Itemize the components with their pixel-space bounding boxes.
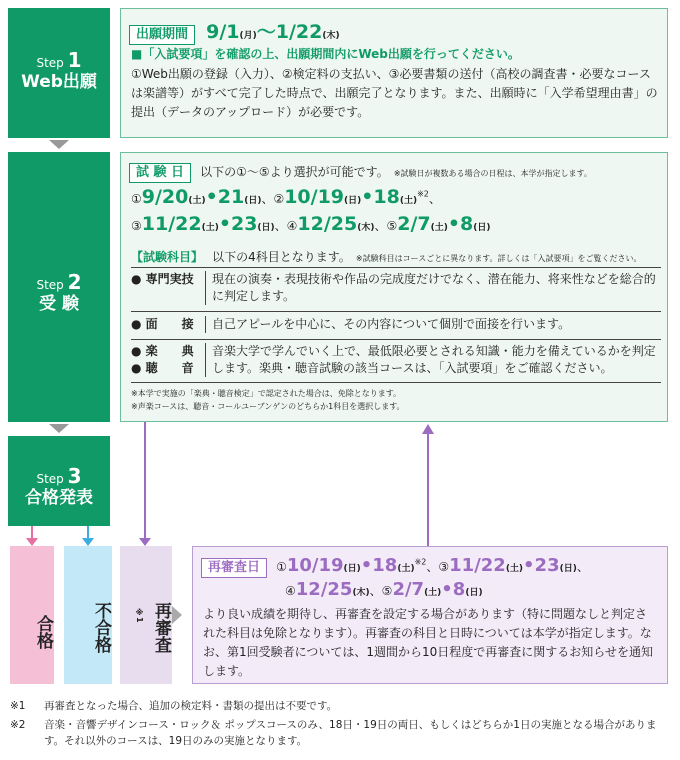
step3-name: 合格発表 (25, 488, 93, 508)
reexam-box (192, 546, 668, 684)
step1-notice: ■「入試要項」を確認の上、出願期間内にWeb出願を行ってください。 (131, 47, 520, 61)
exam-dates-line-2: ③11/22(土)•23(日)、④12/25(木)、⑤2/7(土)•8(日) (131, 213, 491, 235)
reexam-dates-line-1: 再審査日 ①10/19(日)•18(土)$^{※2}$、③11/22(土)•23(日)、 (201, 555, 589, 578)
application-period-row: 出願期間 9/1(月)〜1/22(木) (129, 17, 340, 45)
step1-name: Web出願 (21, 72, 97, 92)
result-reexam: 再審査 ※1 (120, 546, 172, 684)
subject-row: ● 専門実技 現在の演奏・表現技術や作品の完成度だけでなく、潜在能力、将来性などを総合的に判定します。 (131, 272, 656, 303)
subject-row: ● 楽 典 ● 聴 音 音楽大学で学んでいく上で、最低限必要とされる知識・能力を備えているかを判定します。楽典・聴音試験の該当コースは、「入試要項」をご確認ください。 (131, 344, 656, 375)
exam-day-tag: 試 験 日 (129, 163, 191, 183)
footnote-2: ※2 音楽・音響デザインコース・ロック＆ ポップスコースのみ、18日・19日の両日、もしくはどちらか1日の実施となる場合があります。それ以外のコースは、19日のみの実施となります。 (10, 719, 657, 747)
step1-description: ①Web出願の登録（入力）、②検定料の支払い、③必要書類の送付（高校の調査書・必要なコースは楽譜等）がすべて完了した時点で、出願完了となります。また、出願時に「入学希望理由書」の提出（データのアップロード）が必要です。 (131, 67, 658, 119)
purple-arrow-icon (139, 538, 151, 546)
reexam-tag: 再審査日 (201, 558, 267, 578)
blue-arrow-icon (82, 538, 94, 546)
reexam-description: より良い成績を期待し、再審査を設定する場合があります（特に問題なしと判定された科目は免除となります）。再審査の科目と日時については本学が指定します。なお、第1回受験者については、1週間から10日程度で再審査に関するお知らせを通知します。 (203, 607, 653, 678)
result-pass: 合格 (10, 546, 54, 684)
step2-note-2: ※声楽コースは、聴音・コールユーブンゲンのどちらか1科目を選択します。 (131, 402, 405, 411)
step1-step-text: Step 1 (36, 48, 82, 72)
subjects-heading: 【試験科目】 以下の4科目となります。 ※試験科目はコースごとに異なります。詳しくは「入試要項」をご覧ください。 (131, 250, 642, 264)
subject-row: ● 面 接 自己アピールを中心に、その内容について個別で面接を行います。 (131, 317, 571, 331)
step3-step-text: Step 3 (36, 464, 82, 488)
arrow-right-icon (172, 606, 182, 624)
step2-note-1: ※本学で実施の「楽典・聴音検定」で認定された場合は、免除となります。 (131, 389, 402, 398)
pink-arrow-icon (26, 538, 38, 546)
step2-step-text: Step 2 (36, 270, 82, 294)
exam-dates-line-1: ①9/20(土)•21(日)、②10/19(日)•18(土)$^{※2}$、 (131, 186, 441, 208)
step2-name: 受 験 (39, 294, 79, 314)
reexam-dates-line-2: ④12/25(木)、⑤2/7(土)•8(日) (285, 579, 483, 600)
result-fail: 不合格 (64, 546, 112, 684)
exam-day-row: 試 験 日 以下の①〜⑤より選択が可能です。 ※試験日が複数ある場合の日程は、本学が指定します。 (129, 161, 592, 183)
period-tag: 出願期間 (129, 25, 195, 45)
purple-arrow-up-icon (422, 424, 434, 434)
footnote-1: ※1 再審査となった場合、追加の検定料・書類の提出は不要です。 (10, 700, 338, 712)
